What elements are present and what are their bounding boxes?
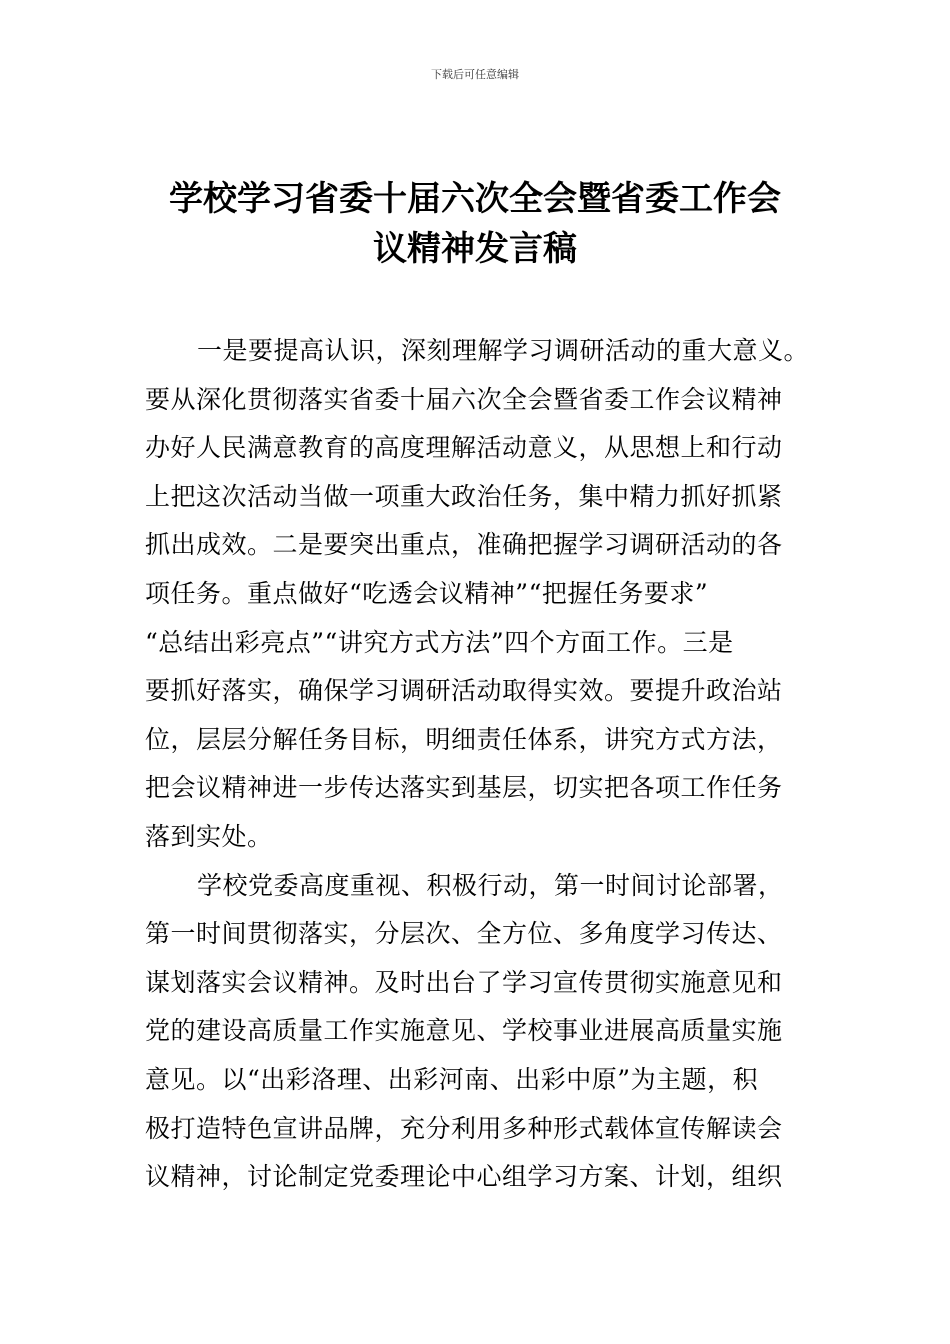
header-note: 下载后可任意编辑 xyxy=(431,68,519,81)
paragraph-1-line: 要抓好落实，确保学习调研活动取得实效。要提升政治站 xyxy=(145,676,783,706)
title-line-1: 学校学习省委十届六次全会暨省委工作会 xyxy=(169,179,781,219)
paragraph-1-line: 一是要提高认识，深刻理解学习调研活动的重大意义。 xyxy=(197,336,810,365)
paragraph-2-line: 党的建设高质量工作实施意见、学校事业进展高质量实施 xyxy=(145,1016,783,1046)
paragraph-1-line: 把会议精神进一步传达落实到基层，切实把各项工作任务 xyxy=(145,773,783,803)
paragraph-1-line: 位，层层分解任务目标，明细责任体系，讲究方式方法， xyxy=(145,724,783,754)
paragraph-1-line: “总结出彩亮点”“讲究方式方法”四个方面工作。三是 xyxy=(145,627,734,657)
paragraph-2-line: 极打造特色宣讲品牌，充分利用多种形式载体宣传解读会 xyxy=(145,1113,783,1143)
paragraph-1-line: 要从深化贯彻落实省委十届六次全会暨省委工作会议精神 xyxy=(145,384,783,414)
body-text xyxy=(145,327,810,1202)
paragraph-2-line: 学校党委高度重视、积极行动，第一时间讨论部署， xyxy=(197,870,784,900)
document-title xyxy=(100,174,850,274)
paragraph-1-line: 上把这次活动当做一项重大政治任务，集中精力抓好抓紧 xyxy=(145,481,783,511)
title-line-2: 议精神发言稿 xyxy=(373,229,577,269)
paragraph-1-line: 办好人民满意教育的高度理解活动意义，从思想上和行动 xyxy=(145,433,783,463)
paragraph-2-line: 意见。以“出彩洛理、出彩河南、出彩中原”为主题，积 xyxy=(145,1064,759,1094)
paragraph-2-line: 第一时间贯彻落实，分层次、全方位、多角度学习传达、 xyxy=(145,919,783,949)
paragraph-2-line: 谋划落实会议精神。及时出台了学习宣传贯彻实施意见和 xyxy=(145,967,783,997)
paragraph-1-line: 抓出成效。二是要突出重点，准确把握学习调研活动的各 xyxy=(145,530,783,560)
paragraph-1-line: 落到实处。 xyxy=(145,821,273,851)
paragraph-2-line: 议精神，讨论制定党委理论中心组学习方案、计划，组织 xyxy=(145,1162,783,1192)
paragraph-1-line: 项任务。重点做好“吃透会议精神”“把握任务要求” xyxy=(145,578,709,608)
